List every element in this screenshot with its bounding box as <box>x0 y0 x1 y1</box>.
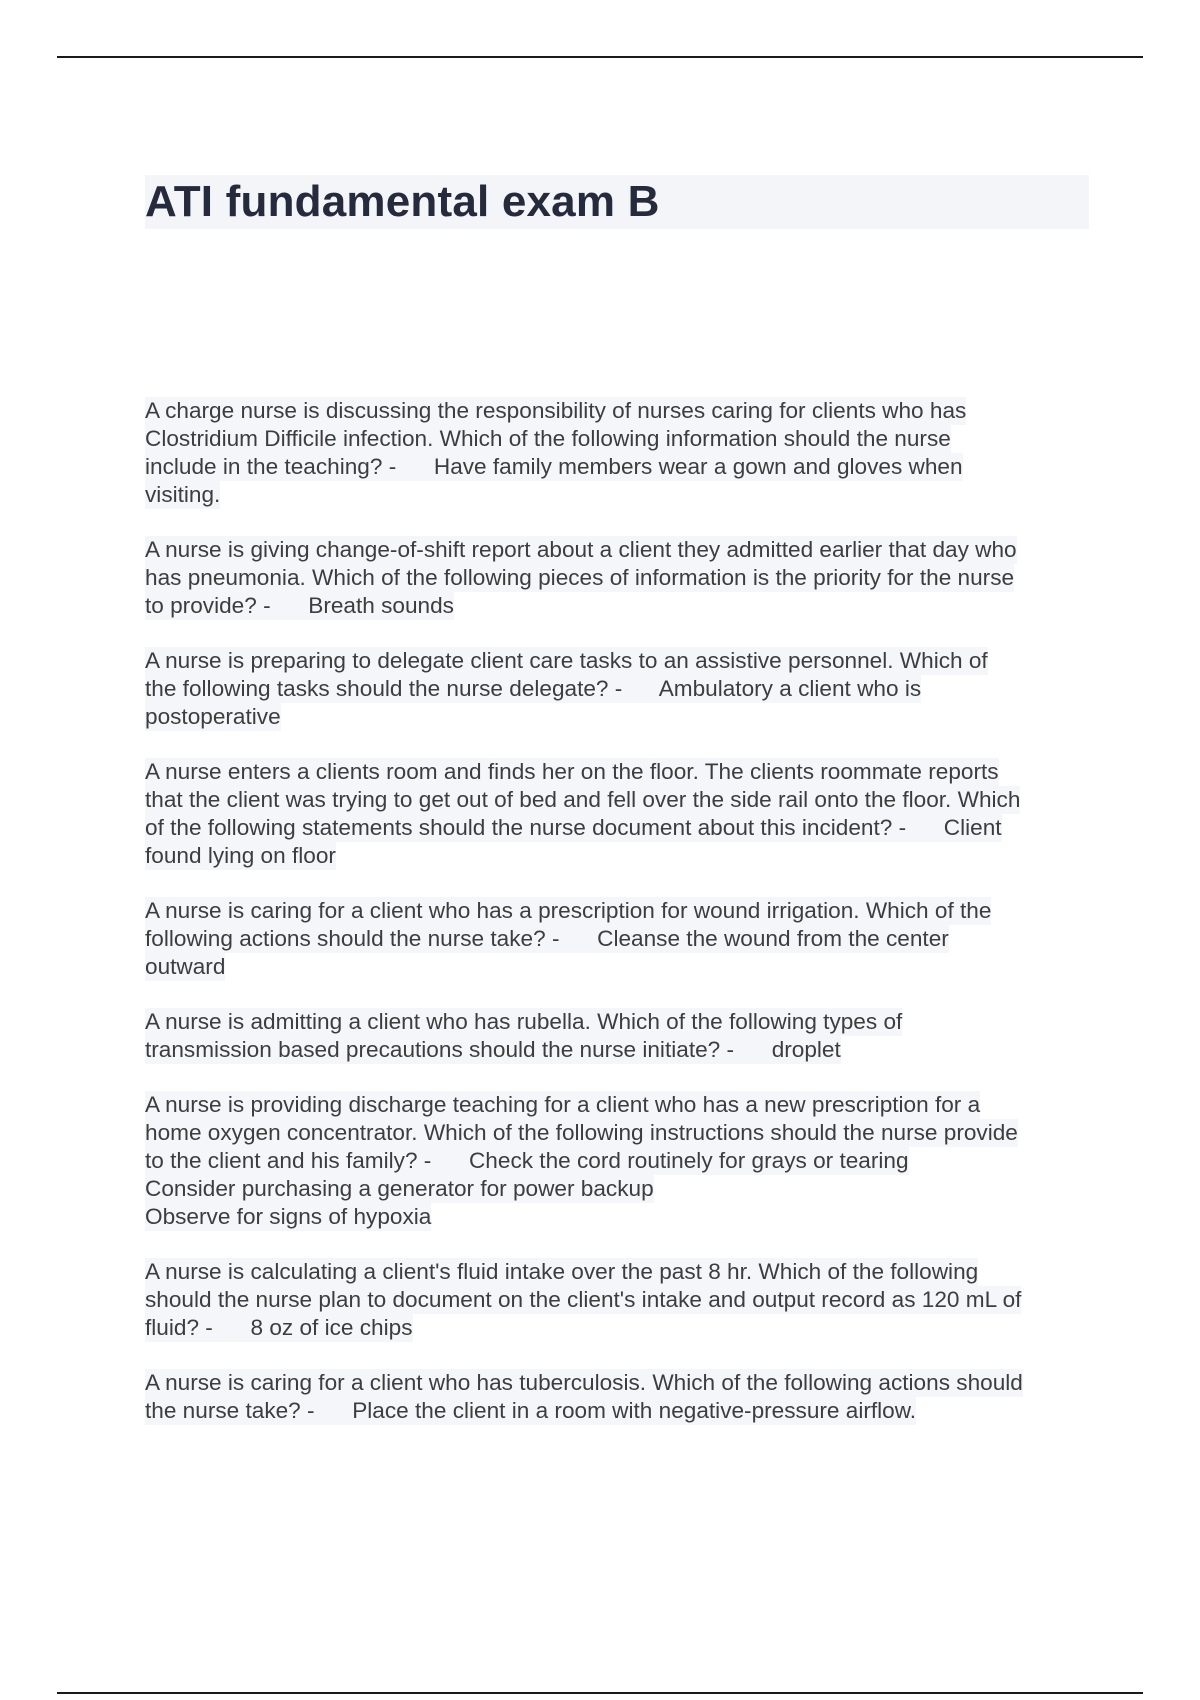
qa-line: found lying on floor <box>145 843 336 868</box>
qa-item <box>145 758 1090 870</box>
qa-line: A nurse is providing discharge teaching for a client who has a new prescription for a <box>145 1092 981 1117</box>
qa-item <box>145 1369 1090 1425</box>
qa-line: fluid? - 8 oz of ice chips <box>145 1315 413 1340</box>
qa-line: A nurse is caring for a client who has a prescription for wound irrigation. Which of the <box>145 898 992 923</box>
qa-line: should the nurse plan to document on the client's intake and output record as 120 mL of <box>145 1287 1022 1312</box>
document-title: ATI fundamental exam B <box>145 177 660 226</box>
qa-line: A nurse is calculating a client's fluid intake over the past 8 hr. Which of the following <box>145 1259 979 1284</box>
qa-item <box>145 897 1090 981</box>
title-block <box>145 175 1089 229</box>
qa-item <box>145 1258 1090 1342</box>
qa-line: has pneumonia. Which of the following pieces of information is the priority for the nurse <box>145 565 1015 590</box>
qa-line: outward <box>145 954 226 979</box>
qa-line: to provide? - Breath sounds <box>145 593 454 618</box>
qa-line: Clostridium Difficile infection. Which of the following information should the nurse <box>145 426 951 451</box>
qa-line: the nurse take? - Place the client in a room with negative-pressure airflow. <box>145 1398 917 1423</box>
qa-line: A nurse is preparing to delegate client care tasks to an assistive personnel. Which of <box>145 648 988 673</box>
qa-item <box>145 397 1090 509</box>
qa-line: A charge nurse is discussing the responsibility of nurses caring for clients who has <box>145 398 967 423</box>
qa-list <box>145 397 1090 1452</box>
qa-item <box>145 1008 1090 1064</box>
qa-line: the following tasks should the nurse delegate? - Ambulatory a client who is <box>145 676 922 701</box>
qa-line: home oxygen concentrator. Which of the following instructions should the nurse provide <box>145 1120 1018 1145</box>
qa-item <box>145 1091 1090 1231</box>
qa-line: A nurse is giving change-of-shift report about a client they admitted earlier that day who <box>145 537 1017 562</box>
qa-line: postoperative <box>145 704 281 729</box>
qa-line: following actions should the nurse take? - Cleanse the wound from the center <box>145 926 949 951</box>
qa-line: transmission based precautions should the nurse initiate? - droplet <box>145 1037 841 1062</box>
qa-line: A nurse is admitting a client who has rubella. Which of the following types of <box>145 1009 903 1034</box>
qa-line: Consider purchasing a generator for power backup <box>145 1176 654 1201</box>
qa-line: Observe for signs of hypoxia <box>145 1204 432 1229</box>
qa-item <box>145 647 1090 731</box>
qa-line: A nurse enters a clients room and finds her on the floor. The clients roommate reports <box>145 759 999 784</box>
bottom-rule <box>57 1692 1143 1694</box>
qa-line: A nurse is caring for a client who has tuberculosis. Which of the following actions should <box>145 1370 1023 1395</box>
qa-line: include in the teaching? - Have family members wear a gown and gloves when <box>145 454 963 479</box>
top-rule <box>57 56 1143 58</box>
qa-line: to the client and his family? - Check the cord routinely for grays or tearing <box>145 1148 909 1173</box>
qa-item <box>145 536 1090 620</box>
qa-line: that the client was trying to get out of bed and fell over the side rail onto the floor. Which <box>145 787 1021 812</box>
qa-line: of the following statements should the nurse document about this incident? - Client <box>145 815 1002 840</box>
qa-line: visiting. <box>145 482 221 507</box>
